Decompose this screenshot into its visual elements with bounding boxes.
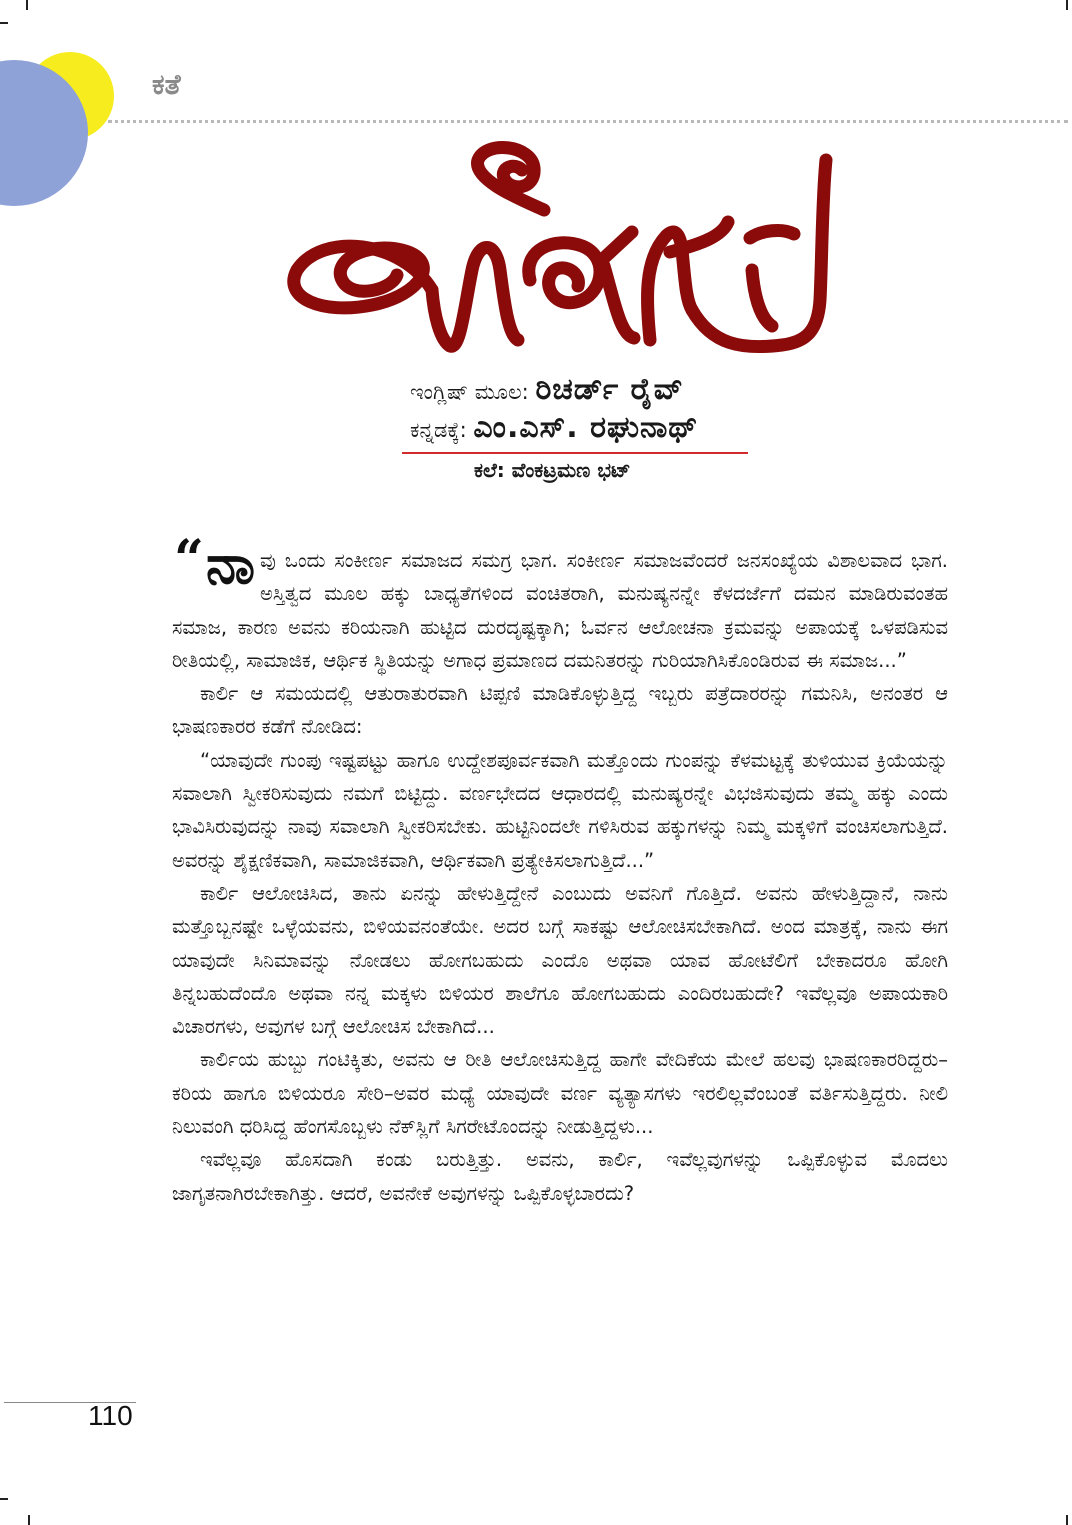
credit-translator: ಎಂ.ಎಸ್. ರಘುನಾಥ್	[473, 410, 699, 445]
credit-art: ಕಲೆ: ವೆಂಕಟ್ರಮಣ ಭಟ್	[474, 458, 631, 482]
paragraph-3: “ಯಾವುದೇ ಗುಂಪು ಇಷ್ಟಪಟ್ಟು ಹಾಗೂ ಉದ್ದೇಶಪೂರ್ವಕವಾಗಿ ಮತ್ತೊಂದು ಗುಂಪನ್ನು ಕೆಳಮಟ್ಟಕ್ಕೆ ತುಳಿಯುವ ಕ್ರಿಯೆಯನ್ನು ಸವಾಲಾಗಿ ಸ್ವೀಕರಿಸುವುದು ನಮಗೆ ಬಿಟ್ಟಿದ್ದು. ವರ್ಣಭೇದದ ಆಧಾರದಲ್ಲಿ ಮನುಷ್ಯರನ್ನೇ ವಿಭಜಿಸುವುದು ತಮ್ಮ ಹಕ್ಕು ಎಂದು ಭಾವಿಸಿರುವುದನ್ನು ನಾವು ಸವಾಲಾಗಿ ಸ್ವೀಕರಿಸಬೇಕು. ಹುಟ್ಟಿನಿಂದಲೇ ಗಳಿಸಿರುವ ಹಕ್ಕುಗಳನ್ನು ನಿಮ್ಮ ಮಕ್ಕಳಿಗೆ ವಂಚಿಸಲಾಗುತ್ತಿದೆ. ಅವರನ್ನು ಶೈಕ್ಷಣಿಕವಾಗಿ, ಸಾಮಾಜಿಕವಾಗಿ, ಆರ್ಥಿಕವಾಗಿ ಪ್ರತ್ಯೇಕಿಸಲಾಗುತ್ತಿದೆ...”	[172, 748, 948, 872]
drop-cap: ನಾ	[206, 533, 256, 596]
drop-cap-spacer	[172, 544, 260, 606]
paragraph-2: ಕಾರ್ಲಿ ಆ ಸಮಯದಲ್ಲಿ ಆತುರಾತುರವಾಗಿ ಟಿಪ್ಪಣಿ ಮಾಡಿಕೊಳ್ಳುತ್ತಿದ್ದ ಇಬ್ಬರು ಪತ್ರೆದಾರರನ್ನು ಗಮನಿಸಿ, ಅನಂತರ ಆ ಭಾಷಣಕಾರರ ಕಡೆಗೆ ನೋಡಿದ:	[172, 682, 948, 739]
paragraph-5: ಕಾರ್ಲಿಯ ಹುಬ್ಬು ಗಂಟಿಕ್ಕಿತು, ಅವನು ಆ ರೀತಿ ಆಲೋಚಿಸುತ್ತಿದ್ದ ಹಾಗೇ ವೇದಿಕೆಯ ಮೇಲೆ ಹಲವು ಭಾಷಣಕಾರರಿದ್ದರು–ಕರಿಯ ಹಾಗೂ ಬಿಳಿಯರೂ ಸೇರಿ–ಅವರ ಮಧ್ಯೆ ಯಾವುದೇ ವರ್ಣ ವ್ಯತ್ಯಾಸಗಳು ಇರಲಿಲ್ಲವೆಂಬಂತೆ ವರ್ತಿಸುತ್ತಿದ್ದರು. ನೀಲಿ ನಿಲುವಂಗಿ ಧರಿಸಿದ್ದ ಹೆಂಗಸೊಬ್ಬಳು ನೆಕ್‌ಸ್ಲಿಗೆ ಸಿಗರೇಟೊಂದನ್ನು ನೀಡುತ್ತಿದ್ದಳು...	[172, 1048, 948, 1139]
crop-mark-bottom-left-v	[28, 1515, 30, 1525]
paragraph-4: ಕಾರ್ಲಿ ಆಲೋಚಿಸಿದ, ತಾನು ಏನನ್ನು ಹೇಳುತ್ತಿದ್ದೇನೆ ಎಂಬುದು ಅವನಿಗೆ ಗೊತ್ತಿದೆ. ಅವನು ಹೇಳುತ್ತಿದ್ದಾನೆ, ನಾನು ಮತ್ತೊಬ್ಬನಷ್ಟೇ ಒಳ್ಳೆಯವನು, ಬಿಳಿಯವನಂತೆಯೇ. ಅದರ ಬಗ್ಗೆ ಸಾಕಷ್ಟು ಆಲೋಚಿಸಬೇಕಾಗಿದೆ. ಅಂದ ಮಾತ್ರಕ್ಕೆ, ನಾನು ಈಗ ಯಾವುದೇ ಸಿನಿಮಾವನ್ನು ನೋಡಲು ಹೋಗಬಹುದು ಎಂದೊ ಅಥವಾ ಯಾವ ಹೋಟೆಲಿಗೆ ಬೇಕಾದರೂ ಹೋಗಿ ತಿನ್ನಬಹುದೆಂದೊ ಅಥವಾ ನನ್ನ ಮಕ್ಕಳು ಬಿಳಿಯರ ಶಾಲೆಗೂ ಹೋಗಬಹುದು ಎಂದಿರಬಹುದೇ? ಇವೆಲ್ಲವೂ ಅಪಾಯಕಾರಿ ವಿಚಾರಗಳು, ಅವುಗಳ ಬಗ್ಗೆ ಆಲೋಚಿಸ ಬೇಕಾಗಿದೆ...	[172, 881, 948, 1039]
opening-quote-mark: “	[174, 529, 204, 590]
credit-divider	[402, 452, 748, 454]
paragraph-1: ವು ಒಂದು ಸಂಕೀರ್ಣ ಸಮಾಜದ ಸಮಗ್ರ ಭಾಗ. ಸಂಕೀರ್ಣ ಸಮಾಜವೆಂದರೆ ಜನಸಂಖ್ಯೆಯ ವಿಶಾಲವಾದ ಭಾಗ. ಅಸ್ತಿತ್ವದ ಮೂಲ ಹಕ್ಕು ಬಾಧ್ಯತೆಗಳಿಂದ ವಂಚಿತರಾಗಿ, ಮನುಷ್ಯನನ್ನೇ ಕೆಳದರ್ಜೆಗೆ ದಮನ ಮಾಡಿರುವಂತಹ ಸಮಾಜ, ಕಾರಣ ಅವನು ಕರಿಯನಾಗಿ ಹುಟ್ಟಿದ ದುರದೃಷ್ಟಕ್ಕಾಗಿ; ಓರ್ವನ ಆಲೋಚನಾ ಕ್ರಮವನ್ನು ಅಪಾಯಕ್ಕೆ ಒಳಪಡಿಸುವ ರೀತಿಯಲ್ಲಿ, ಸಾಮಾಜಿಕ, ಆರ್ಥಿಕ ಸ್ಥಿತಿಯನ್ನು ಅಗಾಧ ಪ್ರಮಾಣದ ದಮನಿತರನ್ನು ಗುರಿಯಾಗಿಸಿಕೊಂಡಿರುವ ಈ ಸಮಾಜ...”	[172, 544, 948, 677]
section-label: ಕತೆ	[152, 68, 181, 101]
crop-mark-bottom-left	[0, 1498, 8, 1500]
paragraph-6: ಇವೆಲ್ಲವೂ ಹೊಸದಾಗಿ ಕಂಡು ಬರುತ್ತಿತ್ತು. ಅವನು, ಕಾರ್ಲಿ, ಇವೆಲ್ಲವುಗಳನ್ನು ಒಪ್ಪಿಕೊಳ್ಳುವ ಮೊದಲು ಜಾಗೃತನಾಗಿರಬೇಕಾಗಿತ್ತು. ಆದರೆ, ಅವನೇಕೆ ಅವುಗಳನ್ನು ಒಪ್ಪಿಕೊಳ್ಳಬಾರದು?	[172, 1148, 948, 1205]
dotted-divider	[108, 120, 1068, 123]
crop-mark-top-left	[26, 0, 28, 10]
crop-mark-bottom-right	[1066, 1515, 1068, 1525]
credit-original	[410, 372, 684, 407]
credit-original-author: ರಿಚರ್ಡ್ ರೈವ್	[535, 372, 684, 407]
credit-translation-label: ಕನ್ನಡಕ್ಕೆ:	[410, 418, 467, 442]
credit-original-label: ಇಂಗ್ಲಿಷ್ ಮೂಲ:	[410, 380, 529, 404]
story-title-artwork	[282, 140, 842, 370]
crop-mark-top-right	[1066, 0, 1068, 10]
credit-translation	[410, 410, 698, 445]
page-number: 110	[88, 1400, 133, 1431]
crop-mark-left	[0, 22, 8, 24]
article-body	[172, 544, 948, 1210]
